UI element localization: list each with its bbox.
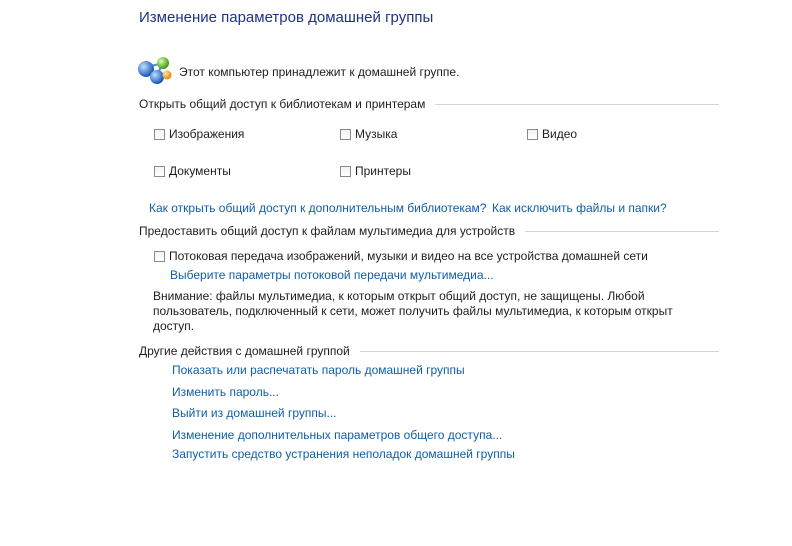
checkbox-music[interactable] [340,127,397,141]
checkbox-box[interactable] [154,251,165,262]
section-divider [360,351,719,352]
checkbox-box[interactable] [340,166,351,177]
advanced-sharing-link[interactable]: Изменение дополнительных параметров общего доступа... [172,428,503,442]
checkbox-label: Видео [542,127,578,141]
checkbox-box[interactable] [340,129,351,140]
checkbox-stream-media[interactable] [154,249,648,263]
checkbox-label: Принтеры [355,164,411,178]
checkbox-box[interactable] [154,166,165,177]
checkbox-box[interactable] [154,129,165,140]
change-password-link[interactable]: Изменить пароль... [172,385,279,399]
checkbox-pictures[interactable] [154,127,244,141]
other-section-heading: Другие действия с домашней группой [139,344,350,358]
more-libraries-link[interactable]: Как открыть общий доступ к дополнительным библиотекам? [149,201,487,215]
exclude-files-link[interactable]: Как исключить файлы и папки? [492,201,667,215]
other-section-header [139,344,719,358]
checkbox-label: Документы [169,164,231,178]
media-section-header [139,224,719,238]
checkbox-documents[interactable] [154,164,231,178]
section-divider [435,104,719,105]
show-password-link[interactable]: Показать или распечатать пароль домашней группы [172,363,465,377]
checkbox-videos[interactable] [527,127,577,141]
membership-text: Этот компьютер принадлежит к домашней группе. [179,65,460,79]
media-section-heading: Предоставить общий доступ к файлам мультимедиа для устройств [139,224,516,238]
checkbox-printers[interactable] [340,164,411,178]
share-section-header [139,97,719,111]
stream-options-link[interactable]: Выберите параметры потоковой передачи мультимедиа... [170,268,494,282]
section-divider [525,231,719,232]
share-section-heading: Открыть общий доступ к библиотекам и принтерам [139,97,426,111]
checkbox-label: Потоковая передача изображений, музыки и видео на все устройства домашней сети [169,249,648,263]
troubleshooter-link[interactable]: Запустить средство устранения неполадок домашней группы [172,447,515,461]
leave-homegroup-link[interactable]: Выйти из домашней группы... [172,406,337,420]
checkbox-label: Изображения [169,127,245,141]
checkbox-box[interactable] [527,129,538,140]
page-title: Изменение параметров домашней группы [139,9,434,26]
media-warning-text: Внимание: файлы мультимедиа, к которым открыт общий доступ, не защищены. Любой пользователь, подключенный к сети, может получить файлы мультимедиа, к которым открыт доступ. [153,289,673,333]
checkbox-label: Музыка [355,127,398,141]
homegroup-icon [137,55,173,85]
